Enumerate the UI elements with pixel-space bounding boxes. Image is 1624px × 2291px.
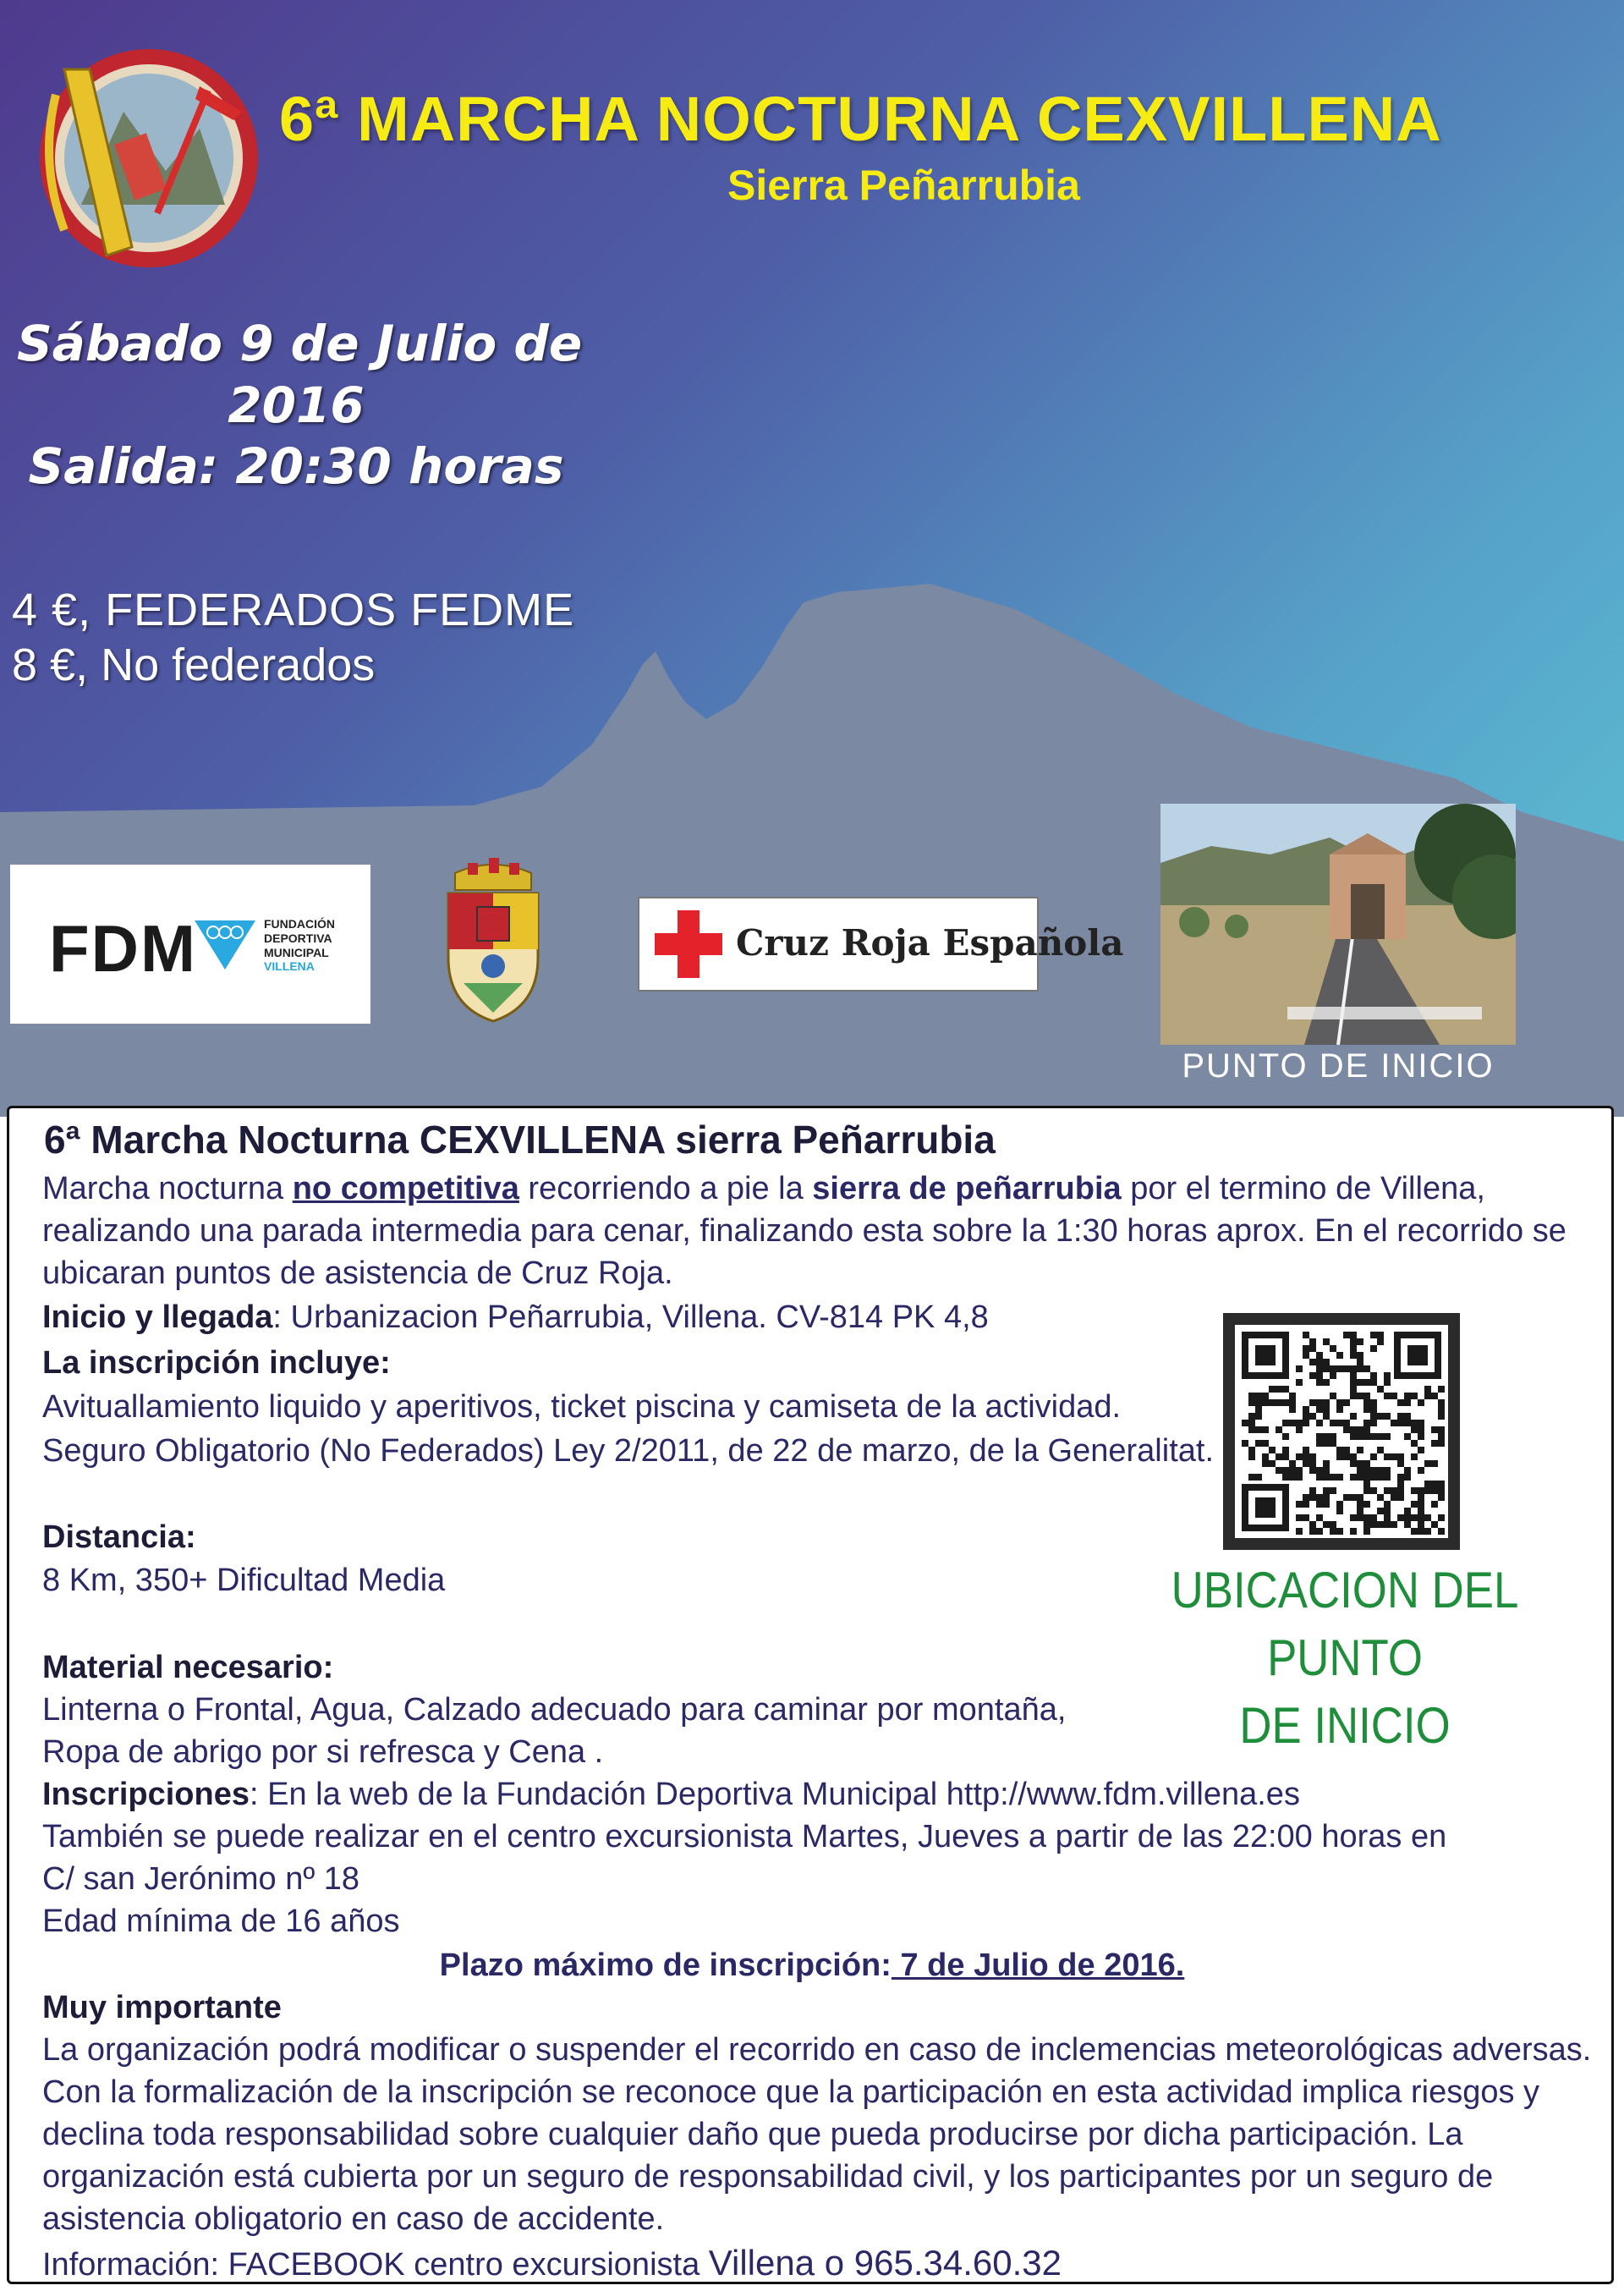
fdm-logo-word: FDM xyxy=(49,911,197,986)
contact-line xyxy=(42,2242,1062,2286)
includes-line-1: Avituallamiento liquido y aperitivos, ticket piscina y camiseta de la actividad. xyxy=(42,1389,1122,1425)
club-logo-icon xyxy=(30,44,259,272)
distance-label: Distancia: xyxy=(42,1519,196,1555)
start-end-value: : Urbanizacion Peñarrubia, Villena. CV-814 PK 4,8 xyxy=(272,1299,989,1335)
deadline-date: 7 de Julio de 2016. xyxy=(891,1948,1185,1983)
inscriptions-label: Inscripciones xyxy=(42,1777,250,1812)
qr-code-icon[interactable] xyxy=(1223,1313,1460,1550)
coat-of-arms-icon xyxy=(438,856,548,1025)
start-end-line xyxy=(42,1296,989,1338)
fdm-sub-line: MUNICIPAL xyxy=(264,945,329,959)
cruz-roja-label: Cruz Roja Española xyxy=(736,922,1124,964)
event-date-line1: Sábado 9 de Julio de xyxy=(17,315,583,372)
inscriptions-value: : En la web de la Fundación Deportiva Municipal http://www.fdm.villena.es xyxy=(249,1777,1300,1812)
deadline-line xyxy=(0,1944,1624,1986)
cruz-roja-logo xyxy=(638,897,1124,992)
contact-phone: Villena o 965.34.60.32 xyxy=(708,2243,1062,2283)
includes-line-2: Seguro Obligatorio (No Federados) Ley 2/2011, de 22 de marzo, de la Generalitat. xyxy=(42,1433,1214,1469)
important-line: declina toda responsabilidad sobre cualquier daño que pueda producirse por dicha participación. La xyxy=(42,2117,1463,2152)
qr-caption-line-2: DE INICIO xyxy=(1239,1697,1451,1754)
qr-caption xyxy=(1151,1557,1539,1760)
min-age: Edad mínima de 16 años xyxy=(42,1904,400,1939)
event-date-block xyxy=(17,313,583,497)
material-line-2: Ropa de abrigo por si refresca y Cena . xyxy=(42,1734,604,1770)
intro-text: Marcha nocturna xyxy=(42,1171,293,1206)
intro-line-1 xyxy=(42,1167,1485,1210)
start-end-label: Inicio y llegada xyxy=(42,1299,273,1335)
start-photo-caption: PUNTO DE INICIO xyxy=(1182,1047,1495,1085)
intro-line-2: realizando una parada intermedia para cenar, finalizando esta sobre la 1:30 horas aprox. En el recorrido se xyxy=(42,1213,1566,1249)
inscriptions-line-3: C/ san Jerónimo nº 18 xyxy=(42,1861,360,1897)
material-label: Material necesario: xyxy=(42,1650,334,1685)
material-line-1: Linterna o Frontal, Agua, Calzado adecuado para caminar por montaña, xyxy=(42,1692,1067,1728)
intro-text: por el termino de Villena, xyxy=(1121,1171,1485,1206)
contact-text: Información: FACEBOOK centro excursionista xyxy=(42,2247,709,2283)
intro-emphasis: no competitiva xyxy=(292,1171,519,1206)
intro-line-3: ubicaran puntos de asistencia de Cruz Roja. xyxy=(42,1255,673,1291)
important-line: La organización podrá modificar o suspender el recorrido en caso de inclemencias meteorológicas adversas. xyxy=(42,2032,1592,2068)
fdm-triangle-icon xyxy=(195,920,255,971)
event-date-line2: 2016 xyxy=(228,376,365,434)
fdm-sub-city: VILLENA xyxy=(264,959,315,974)
intro-text: recorriendo a pie la xyxy=(518,1171,813,1206)
start-point-photo xyxy=(1160,804,1516,1045)
event-departure: Salida: 20:30 horas xyxy=(28,437,564,495)
important-line: organización está cubierta por un seguro de responsabilidad civil, y los participantes por un seguro de xyxy=(42,2159,1494,2195)
fdm-logo xyxy=(10,865,370,1024)
important-label: Muy importante xyxy=(42,1990,282,2025)
price-non-federated: 8 €, No federados xyxy=(12,640,376,690)
important-line: Con la formalización de la inscripción se reconoce que la participación en esta actividad implica riesgos y xyxy=(42,2074,1540,2110)
qr-caption-line-1: UBICACION DEL PUNTO xyxy=(1171,1562,1519,1686)
intro-emphasis: sierra de peñarrubia xyxy=(812,1171,1122,1206)
includes-label: La inscripción incluye: xyxy=(42,1345,391,1381)
important-line: asistencia obligatorio en caso de accidente. xyxy=(42,2201,665,2237)
info-heading: 6ª Marcha Nocturna CEXVILLENA sierra Peñarrubia xyxy=(44,1118,996,1162)
red-cross-icon xyxy=(655,910,722,978)
fdm-sub-line: FUNDACIÓN xyxy=(264,917,335,931)
deadline-label: Plazo máximo de inscripción: xyxy=(439,1948,892,1983)
distance-value: 8 Km, 350+ Dificultad Media xyxy=(42,1563,446,1598)
inscriptions-line-2: También se puede realizar en el centro excursionista Martes, Jueves a partir de las 22:00 horas en xyxy=(42,1819,1447,1854)
price-federated: 4 €, FEDERADOS FEDME xyxy=(12,585,575,635)
page-title: 6ª MARCHA NOCTURNA CEXVILLENA xyxy=(279,84,1442,154)
inscriptions-line-1 xyxy=(42,1773,1300,1816)
fdm-logo-subtitle xyxy=(264,917,335,974)
fdm-sub-line: DEPORTIVA xyxy=(264,931,332,945)
page-subtitle: Sierra Peñarrubia xyxy=(727,162,1080,209)
